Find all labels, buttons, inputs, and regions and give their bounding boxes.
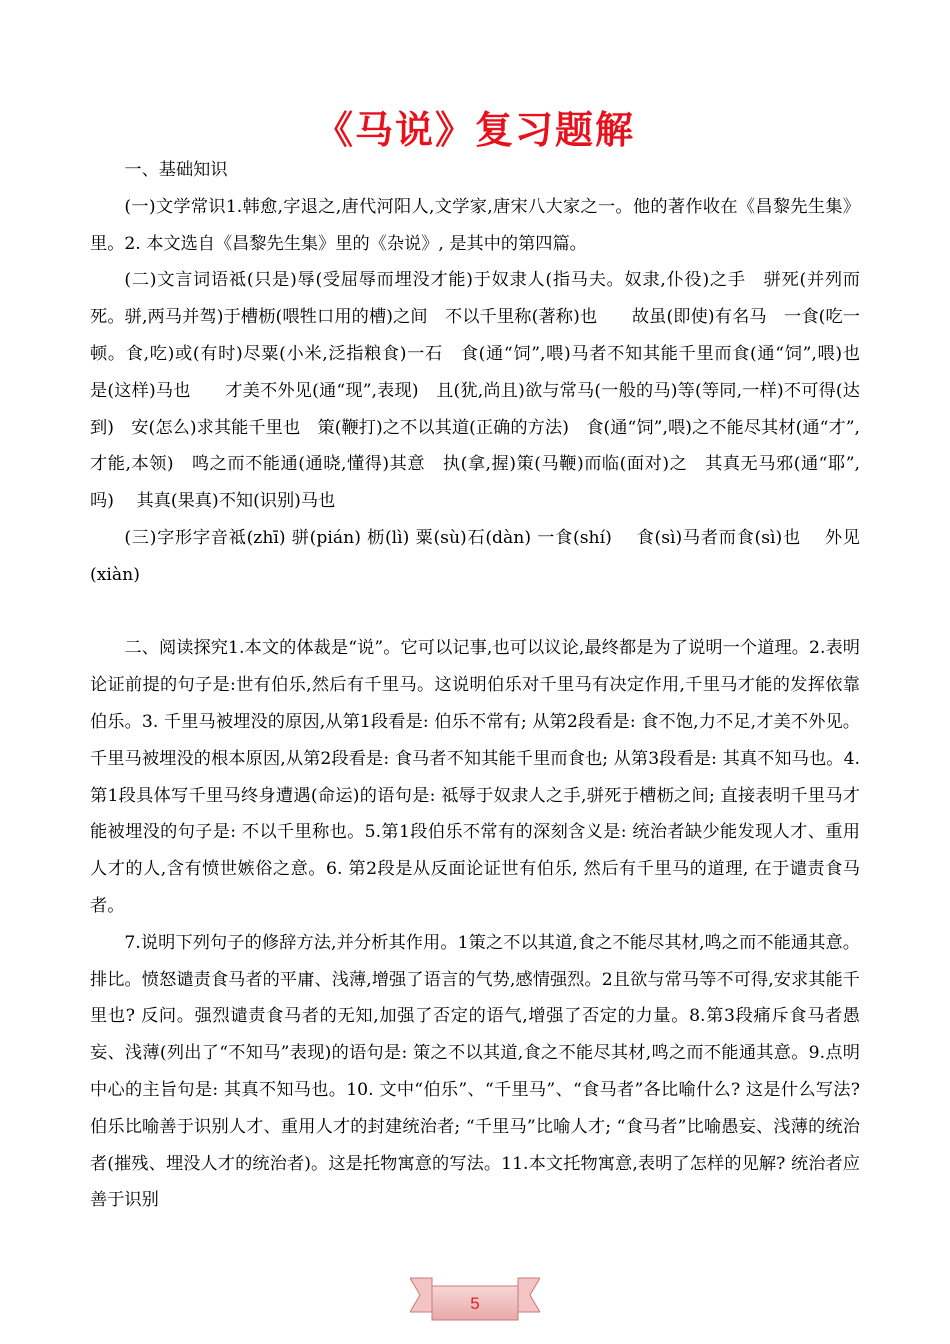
paragraph: (一)文学常识1.韩愈,字退之,唐代河阳人,文学家,唐宋八大家之一。他的著作收在《昌黎先生集》里。2. 本文选自《昌黎先生集》里的《杂说》, 是其中的第四篇。 [90, 196, 860, 254]
paragraph: (三)字形字音祗(zhī) 骈(pián) 枥(lì) 粟(sù)石(dàn) 一食(shí) 食(sì)马者而食(sì)也 外见 (xiàn) [90, 527, 860, 585]
paragraph: 二、阅读探究1.本文的体裁是“说”。它可以记事,也可以议论,最终都是为了说明一个道理。2.表明论证前提的句子是:世有伯乐,然后有千里马。这说明伯乐对千里马有决定作用,千里马才能的发挥依靠伯乐。3. 千里马被埋没的原因,从第1段看是: 伯乐不常有; 从第2段看是: 食不饱,力不足,才美不外见。千里马被埋没的根本原因,从第2段看是: 食马者不知其能千里而食也; 从第3段看是: 其真不知马也。4.第1段具体写千里马终身遭遇(命运)的语句是: 祗辱于奴隶人之手,骈死于槽枥之间; 直接表明千里马才能被埋没的句子是: 不以千里称也。5.第1段伯乐不常有的深刻含义是: 统治者缺少能发现人才、重用人才的人,含有愤世嫉俗之意。6. 第2段是从反面论证世有伯乐, 然后有千里马的道理, 在于谴责食马者。 [90, 638, 860, 916]
page-footer [0, 1272, 950, 1332]
paragraph-gap [90, 594, 860, 631]
paragraph: (二)文言词语祗(只是)辱(受屈辱而埋没才能)于奴隶人(指马夫。奴隶,仆役)之手 骈死(并列而死。骈,两马并驾)于槽枥(喂牲口用的槽)之间 不以千里称(著称)也 故虽(即使)有名马 一食(吃一顿。食,吃)或(有时)尽粟(小米,泛指粮食)一石 食(通“饲”,喂)马者不知其能千里而食(通“饲”,喂)也 是(这样)马也 才美不外见(通“现”,表现) 且(犹,尚且)欲与常马(一般的马)等(等同,一样)不可得(达到) 安(怎么)求其能千里也 策(鞭打)之不以其道(正确的方法) 食(通“饲”,喂)之不能尽其材(通“才”,才能,本领) 鸣之而不能通(通晓,懂得)其意 执(拿,握)策(马鞭)而临(面对)之 其真无马邪(通“耶”, 吗) 其真(果真)不知(识别)马也 [90, 270, 895, 512]
page-title: 《马说》复习题解 [314, 107, 635, 152]
paragraph: 7.说明下列句子的修辞方法,并分析其作用。1策之不以其道,食之不能尽其材,鸣之而不能通其意。排比。愤怒谴责食马者的平庸、浅薄,增强了语言的气势,感情强烈。2且欲与常马等不可得,安求其能千里也? 反问。强烈谴责食马者的无知,加强了否定的语气,增强了否定的力量。8.第3段痛斥食马者愚妄、浅薄(列出了“不知马”表现)的语句是: 策之不以其道,食之不能尽其材,鸣之而不能通其意。9.点明中心的主旨句是: 其真不知马也。10. 文中“伯乐”、“千里马”、“食马者”各比喻什么? 这是什么写法? 伯乐比喻善于识别人才、重用人才的封建统治者; “千里马”比喻人才; “食马者”比喻愚妄、浅薄的统治者(摧残、埋没人才的统治者)。这是托物寓意的写法。11.本文托物寓意,表明了怎样的见解? 统治者应善于识别 [90, 932, 860, 1211]
page-number: 5 [470, 1294, 480, 1313]
document-body [90, 152, 895, 1219]
section-heading: 一、基础知识 [124, 160, 228, 180]
